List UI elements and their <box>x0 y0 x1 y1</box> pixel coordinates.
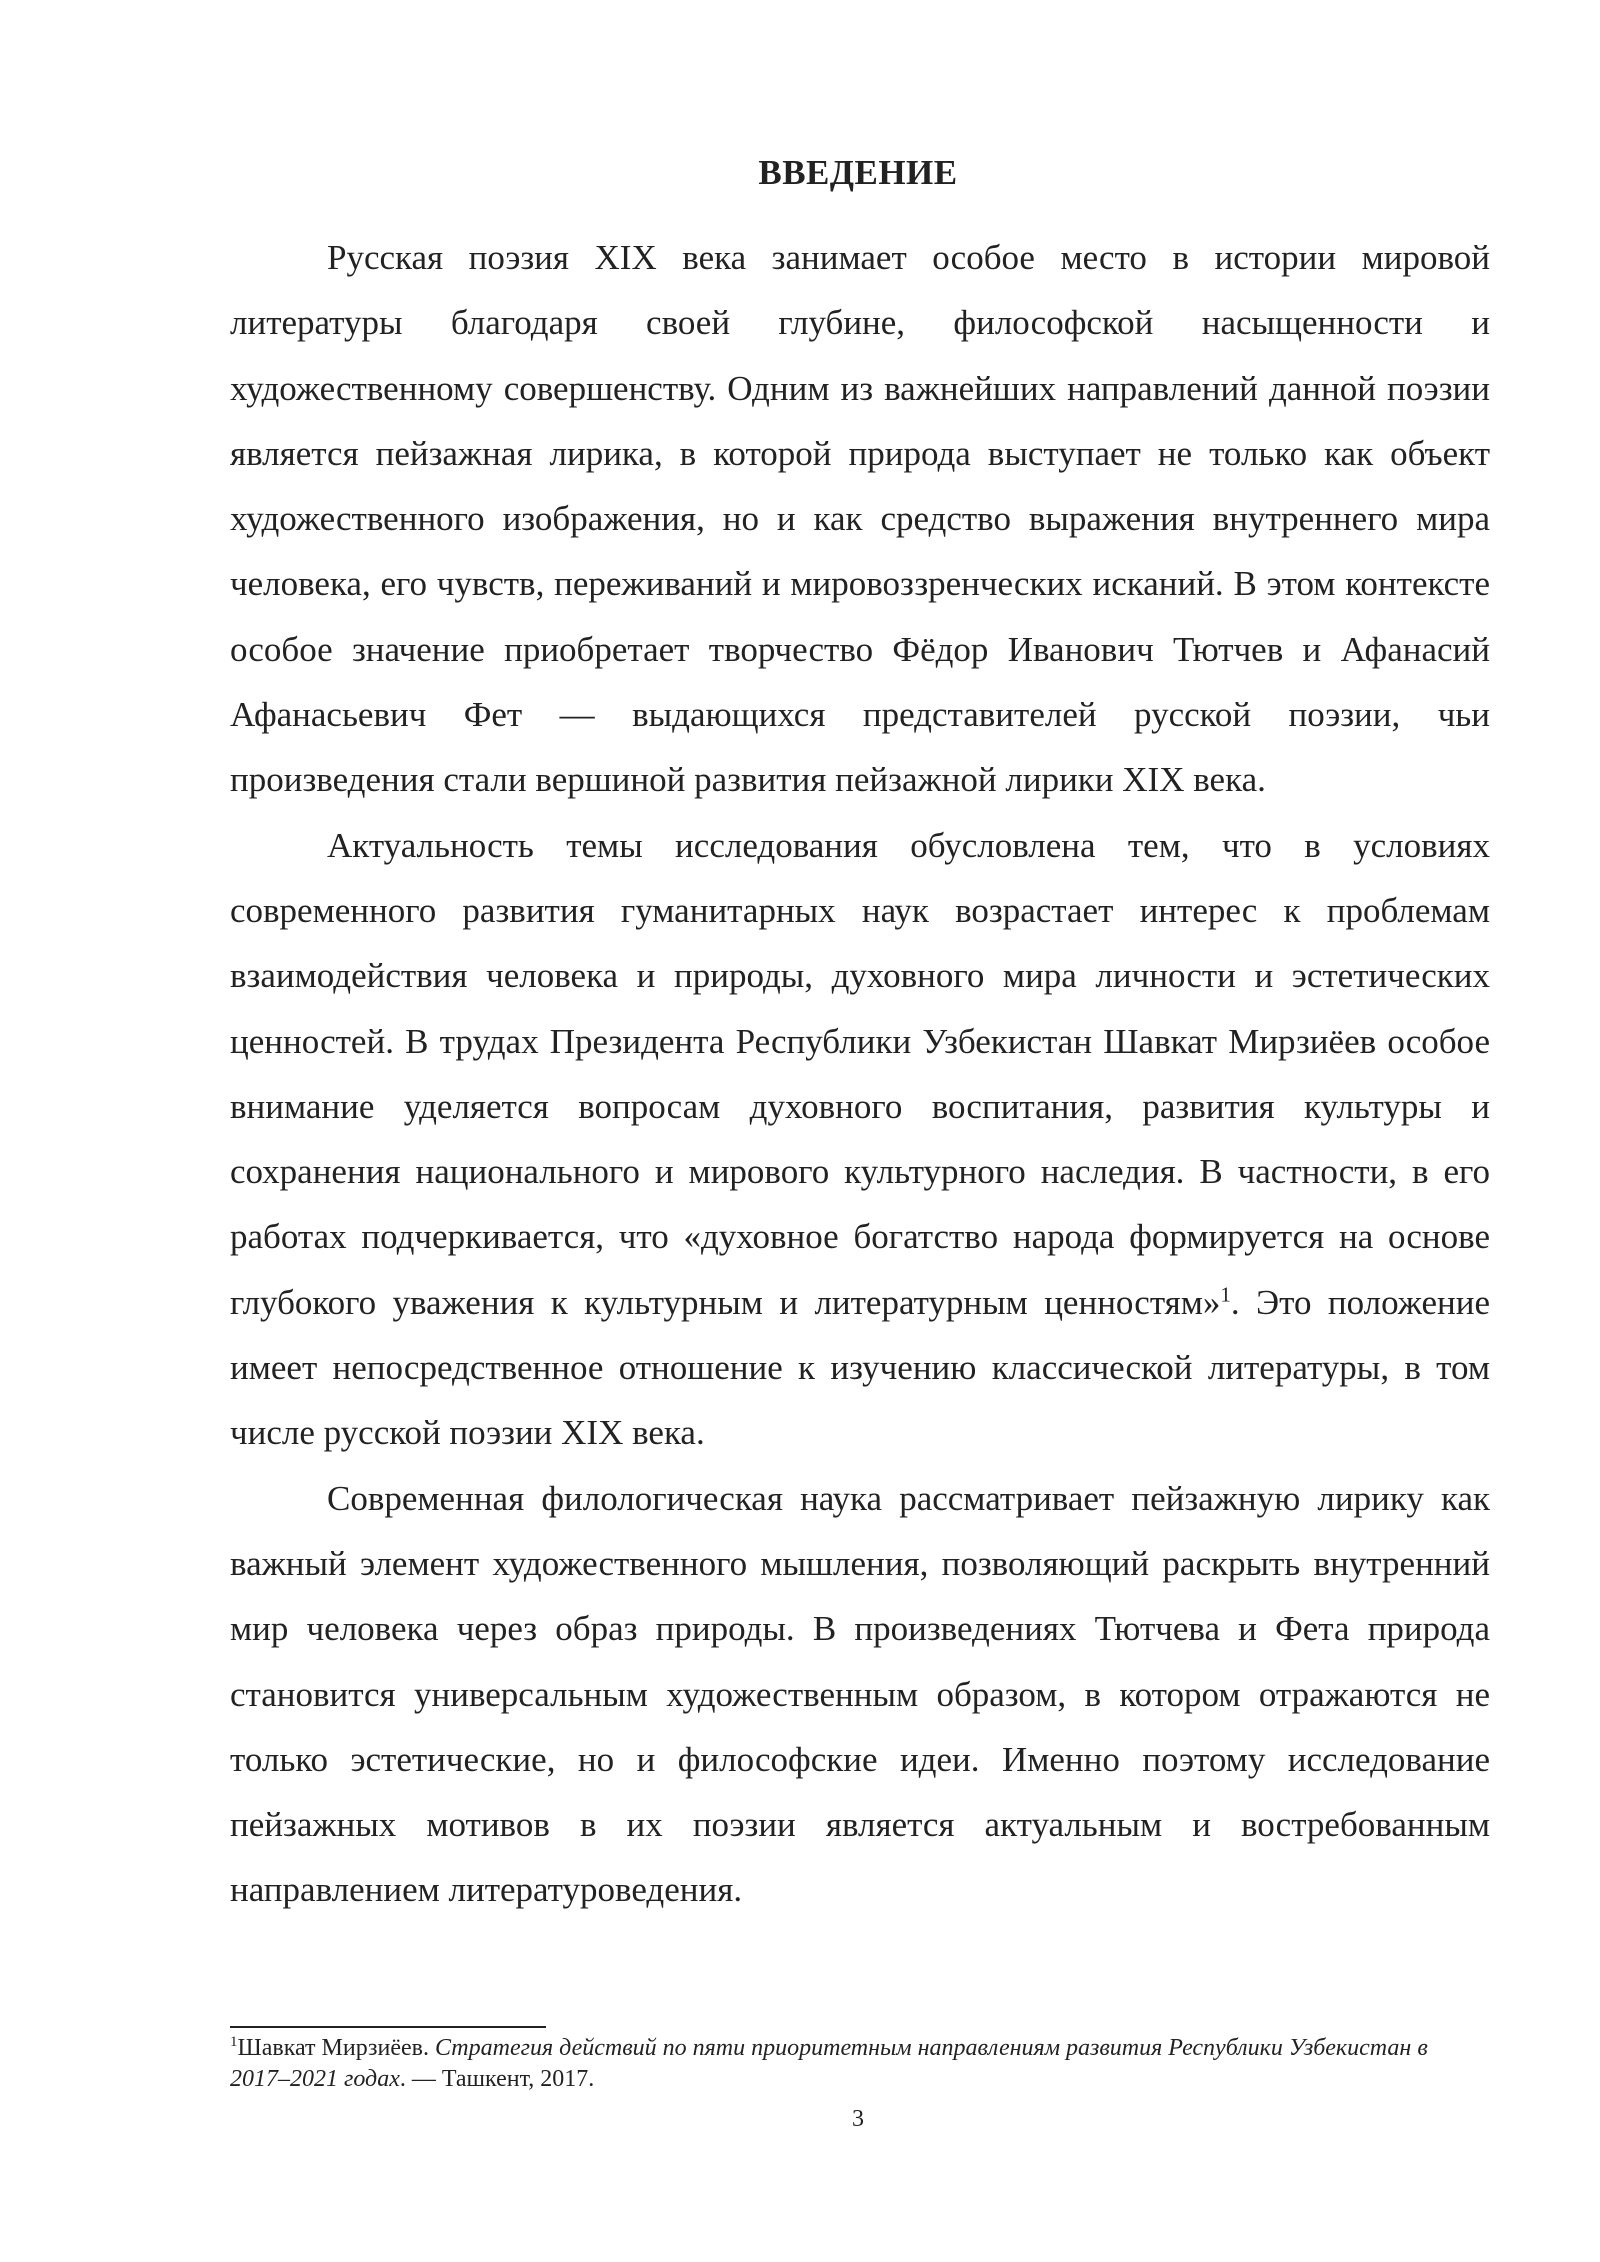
paragraph-text: Современная филологическая наука рассматривает пейзажную лирику как важный элемент художественного мышления, позволяющий раскрыть внутренний мир человека через образ природы. В произведениях Тютчева и Фета природа становится универсальным художественным образом, в котором отражаются не только эстетические, но и философские идеи. Именно поэтому исследование пейзажных мотивов в их поэзии является актуальным и востребованным направлением литературоведения. <box>230 1478 1490 1910</box>
paragraph-relevance <box>230 813 1490 1466</box>
footnote-marker: 1 <box>230 2034 238 2050</box>
paragraph-philology <box>230 1466 1490 1923</box>
footnote-title: Стратегия действий по пяти приоритетным направлениям развития Республики Узбекистан в 2017–2021 годах <box>230 2035 1428 2092</box>
paragraph-text: Русская поэзия XIX века занимает особое место в истории мировой литературы благодаря своей глубине, философской насыщенности и художественному совершенству. Одним из важнейших направлений данной поэзии является пейзажная лирика, в которой природа выступает не только как объект художественного изображения, но и как средство выражения внутреннего мира человека, его чувств, переживаний и мировоззренческих исканий. В этом контексте особое значение приобретает творчество Фёдор Иванович Тютчев и Афанасий Афанасьевич Фет — выдающихся представителей русской поэзии, чьи произведения стали вершиной развития пейзажной лирики XIX века. <box>230 238 1490 800</box>
paragraph-intro <box>230 225 1490 813</box>
paragraph-text: Актуальность темы исследования обусловлена тем, что в условиях современного развития гуманитарных наук возрастает интерес к проблемам взаимодействия человека и природы, духовного мира личности и эстетических ценностей. В трудах Президента Республики Узбекистан Шавкат Мирзиёев особое внимание уделяется вопросам духовного воспитания, развития культуры и сохранения национального и мирового культурного наследия. В частности, в его работах подчеркивается, что «духовное богатство народа формируется на основе глубокого уважения к культурным и литературным ценностям» <box>230 825 1490 1322</box>
page-number: 3 <box>852 2106 864 2132</box>
footnote-separator <box>230 2026 546 2028</box>
footnote-publication: . — Ташкент, 2017. <box>399 2066 595 2092</box>
footnote <box>230 2033 1490 2095</box>
paragraph-text: . Это положение имеет непосредственное отношение к изучению классической литературы, в том числе русской поэзии XIX века. <box>230 1282 1490 1453</box>
page-title: ВВЕДЕНИЕ <box>758 153 958 192</box>
footnote-reference[interactable]: 1 <box>1220 1282 1231 1307</box>
body-text <box>230 225 1490 1923</box>
footnote-author: Шавкат Мирзиёев. <box>237 2035 435 2061</box>
